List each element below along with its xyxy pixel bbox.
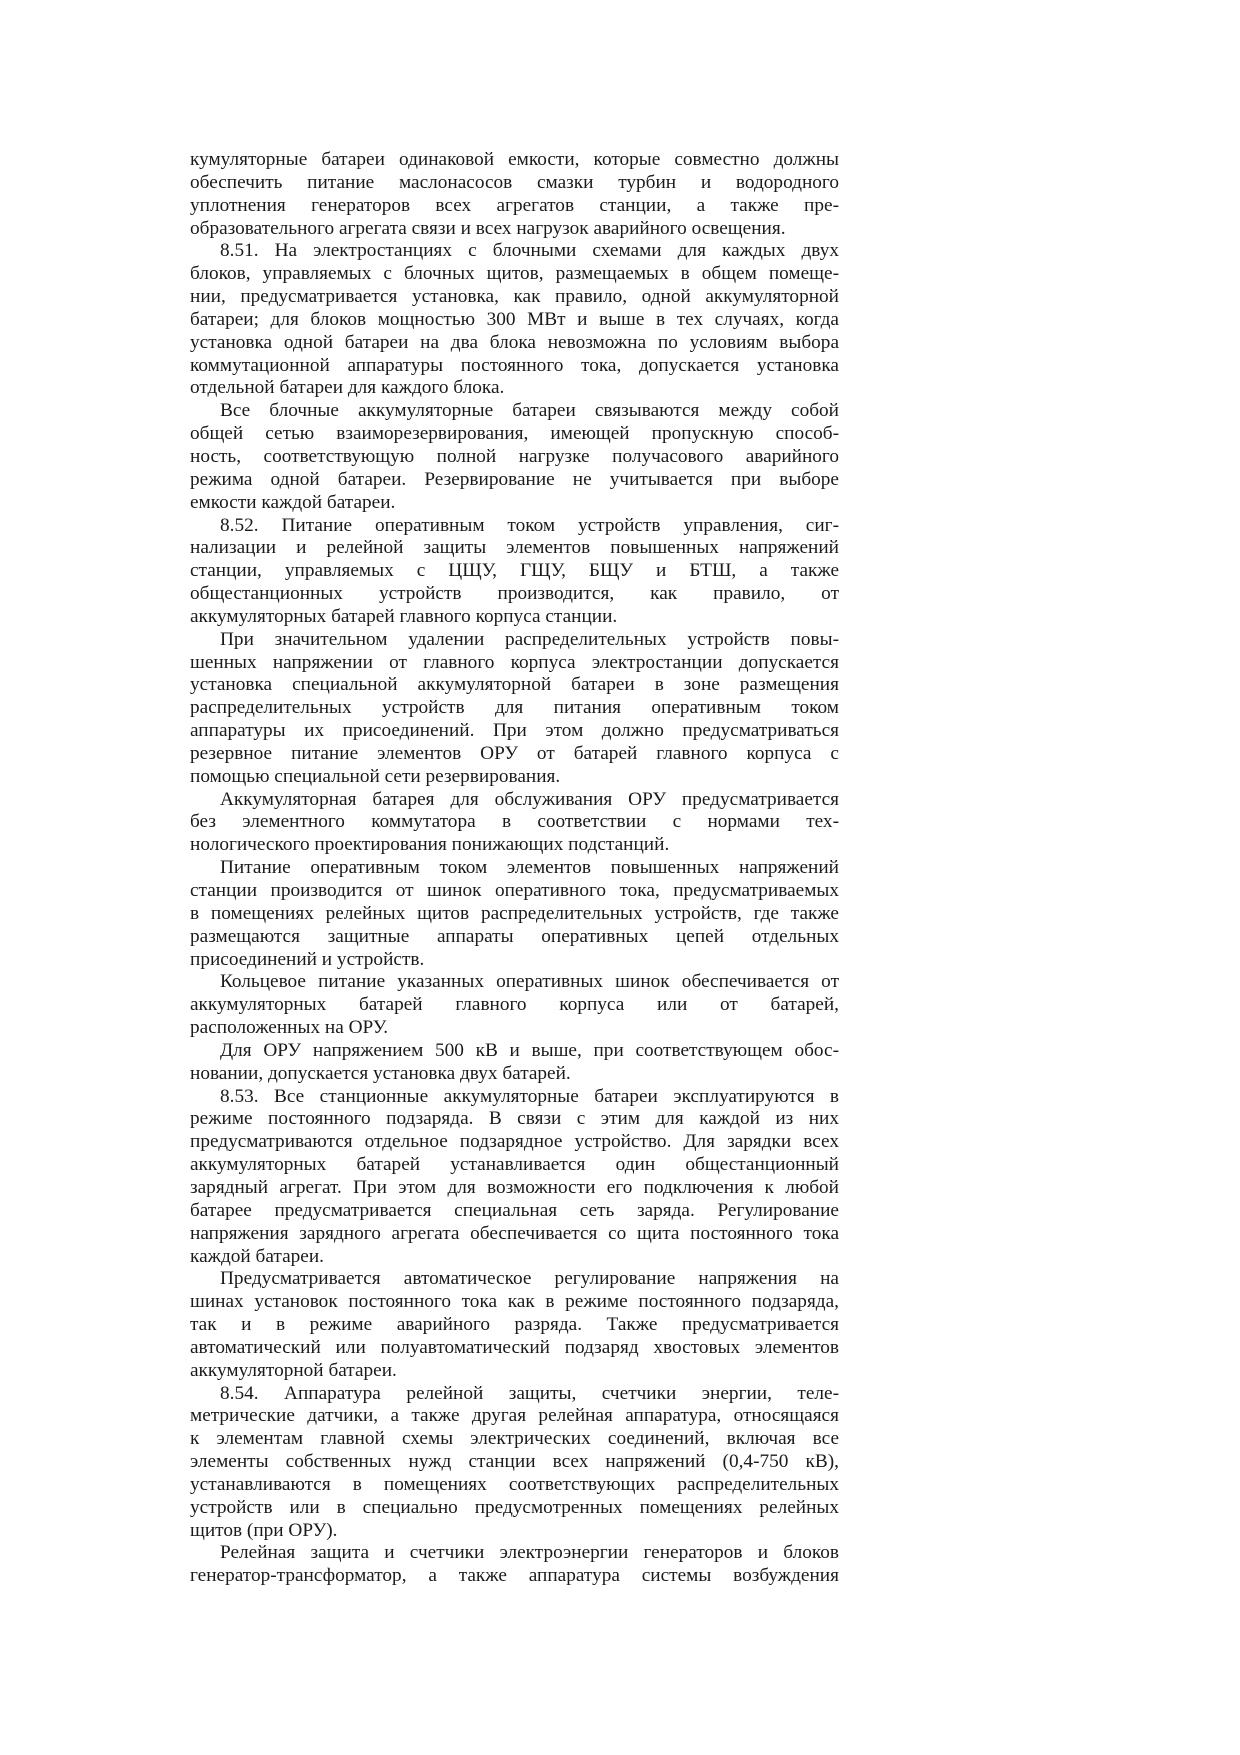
text-line: щитов (при ОРУ). (190, 1519, 338, 1541)
text-line: коммутационной аппаратуры постоянного тока, допускается установка (190, 354, 839, 376)
text-line: в помещениях релейных щитов распределительных устройств, где также (190, 902, 839, 924)
text-line: 8.53. Все станционные аккумуляторные батареи эксплуатируются в (220, 1085, 839, 1107)
text-line: 8.52. Питание оперативным током устройств управления, сиг- (220, 514, 839, 536)
text-line: устройств или в специально предусмотренных помещениях релейных (190, 1496, 839, 1518)
text-line: режима одной батареи. Резервирование не учитывается при выборе (190, 468, 839, 490)
text-line: зарядный агрегат. При этом для возможности его подключения к любой (190, 1176, 839, 1198)
text-line: образовательного агрегата связи и всех нагрузок аварийного освещения. (190, 217, 786, 239)
document-page (190, 149, 839, 1588)
text-line: Все блочные аккумуляторные батареи связываются между собой (220, 400, 839, 422)
text-line: резервное питание элементов ОРУ от батарей главного корпуса с (190, 742, 839, 764)
paragraph (190, 789, 839, 858)
text-line: новании, допускается установка двух батарей. (190, 1062, 571, 1084)
text-line: общестанционных устройств производится, как правило, от (190, 583, 839, 605)
paragraph (190, 400, 839, 514)
text-line: нализации и релейной защиты элементов повышенных напряжений (190, 537, 839, 559)
paragraph (190, 971, 839, 1040)
text-line: размещаются защитные аппараты оперативных цепей отдельных (190, 925, 839, 947)
text-line: помощью специальной сети резервирования. (190, 765, 561, 787)
paragraph (190, 1383, 839, 1543)
paragraph (190, 1040, 839, 1086)
paragraph (190, 1542, 839, 1588)
text-line: элементы собственных нужд станции всех напряжений (0,4-750 кВ), (190, 1451, 839, 1473)
paragraph (190, 1086, 839, 1269)
text-line: без элементного коммутатора в соответствии с нормами тех- (190, 811, 839, 833)
text-line: шенных напряжении от главного корпуса электростанции допускается (190, 651, 839, 673)
text-line: Предусматривается автоматическое регулирование напряжения на (220, 1268, 839, 1290)
text-line: уплотнения генераторов всех агрегатов станции, а также пре- (190, 194, 839, 216)
text-line: При значительном удалении распределительных устройств повы- (220, 628, 839, 650)
text-line: нии, предусматривается установка, как правило, одной аккумуляторной (190, 286, 839, 308)
text-line: предусматриваются отдельное подзарядное устройство. Для зарядки всех (190, 1131, 839, 1153)
paragraph (190, 515, 839, 629)
text-line: обеспечить питание маслонасосов смазки турбин и водородного (190, 171, 839, 193)
text-line: Питание оперативным током элементов повышенных напряжений (220, 857, 839, 879)
text-line: аккумуляторных батарей главного корпуса или от батарей, (190, 994, 839, 1016)
text-line: аппаратуры их присоединений. При этом должно предусматриваться (190, 720, 839, 742)
text-line: станции, управляемых с ЦЩУ, ГЩУ, БЩУ и БТШ, а также (190, 560, 839, 582)
text-line: напряжения зарядного агрегата обеспечивается со щита постоянного тока (190, 1222, 839, 1244)
text-line: Аккумуляторная батарея для обслуживания ОРУ предусматривается (220, 788, 839, 810)
text-line: генератор-трансформатор, а также аппаратура системы возбуждения (190, 1565, 839, 1587)
text-line: Релейная защита и счетчики электроэнергии генераторов и блоков (220, 1542, 839, 1564)
text-line: установка одной батареи на два блока невозможна по условиям выбора (190, 331, 839, 353)
text-line: Кольцевое питание указанных оперативных шинок обеспечивается от (220, 971, 839, 993)
text-line: нологического проектирования понижающих подстанций. (190, 834, 670, 856)
text-line: батареи; для блоков мощностью 300 МВт и выше в тех случаях, когда (190, 308, 839, 330)
paragraph (190, 857, 839, 971)
paragraph (190, 1268, 839, 1382)
text-line: метрические датчики, а также другая релейная аппаратура, относящаяся (190, 1405, 839, 1427)
paragraph (190, 149, 839, 240)
text-line: так и в режиме аварийного разряда. Также предусматривается (190, 1314, 839, 1336)
paragraph (190, 629, 839, 789)
text-line: аккумуляторных батарей устанавливается один общестанционный (190, 1154, 839, 1176)
text-line: 8.51. На электростанциях с блочными схемами для каждых двух (220, 240, 839, 262)
text-line: Для ОРУ напряжением 500 кВ и выше, при соответствующем обос- (220, 1039, 839, 1061)
text-line: емкости каждой батареи. (190, 491, 396, 513)
text-line: блоков, управляемых с блочных щитов, размещаемых в общем помеще- (190, 263, 839, 285)
text-line: автоматический или полуавтоматический подзаряд хвостовых элементов (190, 1336, 839, 1358)
text-line: присоединений и устройств. (190, 948, 425, 970)
text-line: режиме постоянного подзаряда. В связи с этим для каждой из них (190, 1108, 839, 1130)
paragraph (190, 240, 839, 400)
text-line: расположенных на ОРУ. (190, 1017, 389, 1039)
text-line: ность, соответствующую полной нагрузке получасового аварийного (190, 445, 839, 467)
text-line: устанавливаются в помещениях соответствующих распределительных (190, 1473, 839, 1495)
text-line: станции производится от шинок оперативного тока, предусматриваемых (190, 880, 839, 901)
text-line: общей сетью взаиморезервирования, имеющей пропускную способ- (190, 423, 839, 445)
text-line: к элементам главной схемы электрических соединений, включая все (190, 1428, 839, 1450)
text-line: батарее предусматривается специальная сеть заряда. Регулирование (190, 1199, 839, 1221)
text-line: шинах установок постоянного тока как в режиме постоянного подзаряда, (190, 1291, 839, 1313)
text-line: кумуляторные батареи одинаковой емкости, которые совместно должны (190, 149, 839, 170)
text-line: аккумуляторных батарей главного корпуса станции. (190, 605, 618, 627)
text-line: распределительных устройств для питания оперативным током (190, 697, 839, 719)
text-line: установка специальной аккумуляторной батареи в зоне размещения (190, 674, 839, 696)
text-line: аккумуляторной батареи. (190, 1359, 397, 1381)
text-line: отдельной батареи для каждого блока. (190, 377, 505, 399)
text-line: 8.54. Аппаратура релейной защиты, счетчики энергии, теле- (220, 1382, 839, 1404)
text-line: каждой батареи. (190, 1245, 324, 1267)
